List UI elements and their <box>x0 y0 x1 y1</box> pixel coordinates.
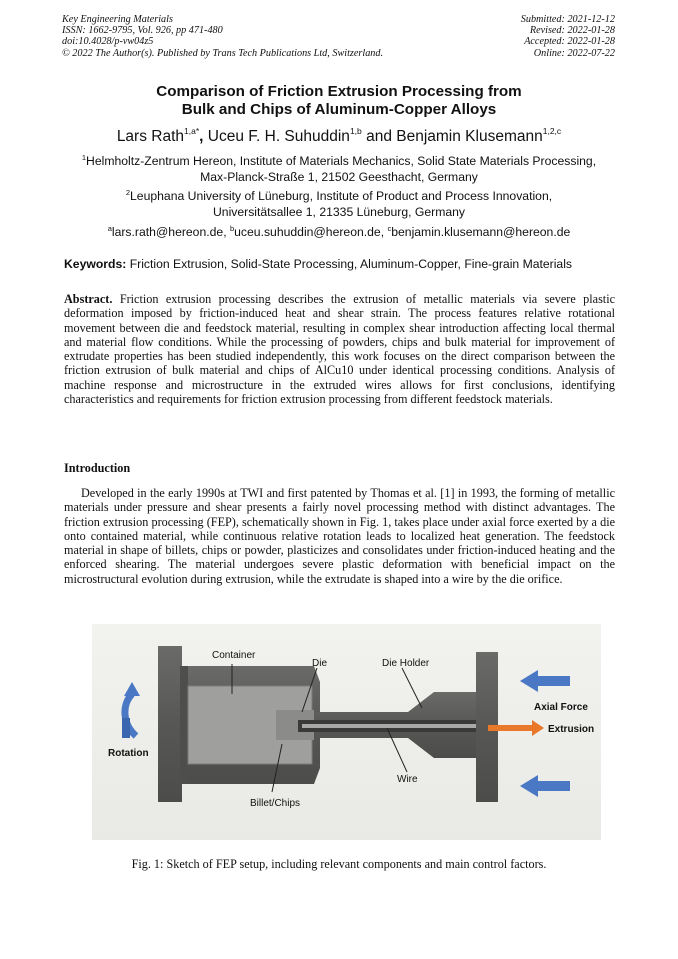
abstract-text: Friction extrusion processing describes the extrusion of metallic materials via severe plastic deformation imposed by friction-induced heat and shear strain. The process features relative rotational movement between die and feedstock material, resulting in complex shear introduction affecting local thermal and material flow conditions. While the processing of powders, chips and bulk material for improvement of extrudate properties has been studied independently, this work focuses on the direct comparison between the friction extrusion of bulk material and chips of AlCu10 under identical processing conditions. Analysis of machine response and microstructure in the extruded wires allows for first conclusions, identifying characteristics and requirements for friction extrusion processing from different feedstock materials. <box>64 292 615 407</box>
author-name: Benjamin Klusemann <box>396 128 543 145</box>
author-sep: and <box>361 128 397 145</box>
date-accepted: Accepted: 2022-01-28 <box>524 36 615 48</box>
affiliation-line: Universitätsallee 1, 21335 Lüneburg, Germany <box>212 204 466 219</box>
date-online: Online: 2022-07-22 <box>533 47 615 59</box>
author-emails: $^a$lars.rath@hereon.de, $^b$uceu.suhuddin@hereon.de, $^c$benjamin.klusemann@hereon.de <box>107 224 571 239</box>
figure-1 <box>92 624 601 840</box>
title-line-2: Bulk and Chips of Aluminum-Copper Alloys <box>181 101 497 118</box>
affiliation-1 <box>0 150 678 185</box>
author-sup: 1,2,c <box>542 126 562 136</box>
affiliation-line: Helmholtz-Zentrum Hereon, Institute of Materials Mechanics, Solid State Materials Processing, <box>86 154 597 168</box>
title-line-1: Comparison of Friction Extrusion Processing from <box>156 83 522 100</box>
wire <box>302 724 476 728</box>
publication-dates <box>521 14 615 59</box>
abstract-label: Abstract. <box>64 292 113 306</box>
author-list <box>0 122 678 146</box>
author-sup: 1,b <box>349 126 362 136</box>
author-name: Uceu F. H. Suhuddin <box>207 128 350 145</box>
keywords-label: Keywords: <box>64 257 127 271</box>
date-submitted: Submitted: 2021-12-12 <box>520 14 615 25</box>
label-billet: Billet/Chips <box>250 798 301 809</box>
keywords <box>64 257 624 272</box>
journal-info <box>62 14 383 59</box>
introduction-text: Developed in the early 1990s at TWI and first patented by Thomas et al. [1] in 1993, the forming of metallic materials under pressure and shear presents a fairly novel processing method with distinct advantages. The friction extrusion processing (FEP), schematically shown in Fig. 1, takes place under axial force exerted by a die onto contained material, while continuous relative rotation leads to localized heat generation. The feedstock material in shape of billets, chips or powder, plasticizes and consolidates under friction-induced heating and the enforced shearing. The material undergoes severe plastic deformation with beneficial impact on the microstructural evolution during extrusion, while the extrudate is shaped into a wire by the die orifice. <box>64 486 615 586</box>
label-container: Container <box>212 650 256 661</box>
left-flange-rim <box>180 666 188 784</box>
author-name: Lars Rath <box>116 128 185 145</box>
affiliation-line: Max-Planck-Straße 1, 21502 Geesthacht, Germany <box>200 169 478 184</box>
email-sup: a <box>107 224 112 233</box>
fep-setup-sketch <box>92 624 601 840</box>
journal-issn: ISSN: 1662-9795, Vol. 926, pp 471-480 <box>62 25 223 37</box>
paper-title <box>0 83 678 119</box>
label-extrusion: Extrusion <box>548 724 595 735</box>
author-sep: , <box>199 128 208 145</box>
label-wire: Wire <box>397 774 418 785</box>
keywords-text: Friction Extrusion, Solid-State Processing, Aluminum-Copper, Fine-grain Materials <box>126 257 573 271</box>
affiliation-2 <box>0 185 678 220</box>
label-die: Die <box>312 658 328 669</box>
label-die-holder: Die Holder <box>382 658 430 669</box>
date-revised: Revised: 2022-01-28 <box>529 25 615 37</box>
abstract <box>64 292 615 406</box>
affiliation-sup: 2 <box>125 188 131 197</box>
affiliation-sup: 1 <box>81 153 87 162</box>
introduction-heading: Introduction <box>64 461 131 475</box>
journal-doi: doi:10.4028/p-vw04z5 <box>62 36 154 48</box>
email-link[interactable]: benjamin.klusemann@hereon.de <box>391 225 571 239</box>
label-axial-force: Axial Force <box>534 702 588 713</box>
author-sup: 1,a* <box>184 126 200 136</box>
email-sup: b <box>229 224 235 233</box>
left-flange <box>158 646 182 802</box>
email-link[interactable]: uceu.suhuddin@hereon.de <box>234 225 381 239</box>
affiliation-line: Leuphana University of Lüneburg, Institute of Product and Process Innovation, <box>130 189 553 203</box>
journal-name: Key Engineering Materials <box>62 14 173 25</box>
email-sup: c <box>387 224 392 233</box>
email-link[interactable]: lars.rath@hereon.de <box>111 225 224 239</box>
label-rotation: Rotation <box>108 748 149 759</box>
journal-copyright: © 2022 The Author(s). Published by Trans Tech Publications Ltd, Switzerland. <box>62 47 384 59</box>
figure-caption: Fig. 1: Sketch of FEP setup, including relevant components and main control factors. <box>131 857 547 871</box>
